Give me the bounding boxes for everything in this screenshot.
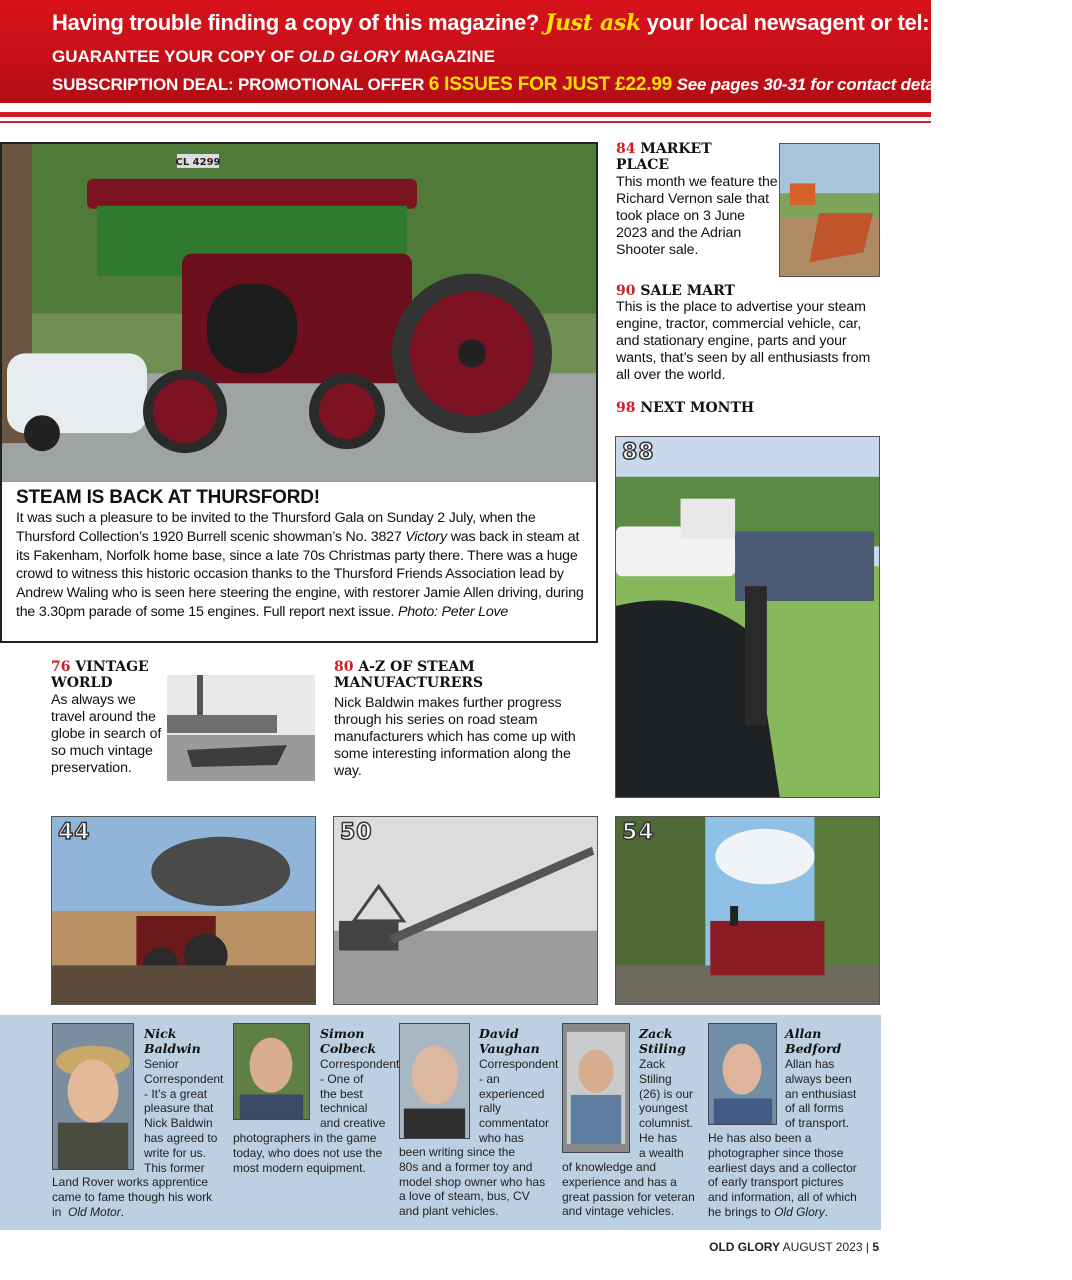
contributor-photo-allan-bedford — [708, 1023, 777, 1125]
feature-body — [16, 509, 586, 622]
bio-line: pleasure that — [144, 1101, 214, 1116]
contributor-name-last: Bedford — [785, 1041, 842, 1056]
feature-photo-showman-engine — [2, 144, 596, 482]
bio-line: came to fame though his work — [52, 1189, 213, 1204]
contributor-name — [639, 1026, 686, 1056]
bio-magazine-name: Old Glory — [774, 1204, 825, 1219]
photo-88-rally — [615, 436, 880, 798]
banner-text: GUARANTEE YOUR COPY OF — [52, 47, 295, 66]
dragline-illustration — [334, 817, 597, 1004]
photo-credit: Photo: Peter Love — [397, 603, 509, 620]
bio-text: . — [120, 1204, 125, 1219]
bio-line: 80s and a former toy and — [399, 1159, 533, 1174]
banner-line-subscription — [52, 74, 953, 96]
bio-line: - an — [479, 1071, 500, 1086]
bio-line: Correspondent — [144, 1071, 224, 1086]
contributor-name-last: Stiling — [639, 1041, 686, 1056]
banner-text: Having trouble finding a copy of this magazine? — [52, 10, 540, 35]
bio-line: Land Rover works apprentice — [52, 1175, 209, 1189]
section-title-text: SALE MART — [640, 283, 735, 299]
bio-line: Zack — [639, 1057, 666, 1071]
contributor-bio-bottom — [52, 1175, 212, 1219]
bio-line: Nick Baldwin — [144, 1116, 213, 1131]
bio-line: a love of steam, bus, CV — [399, 1189, 530, 1204]
bio-line: (26) is our — [639, 1086, 694, 1101]
section-market-place-title — [616, 141, 712, 173]
photo-50-dragline — [333, 816, 598, 1005]
feature-body-text: was back in steam at its Fakenham, Norfolk home base, since a late 70s Christmas party there. There was a huge crowd to witness this historic occasion thanks to the Thursford Friends Association lead by Andrew Waling who is seen here steering the engine, with restorer Jamie Allen driving, during the 3.30pm parade of some 15 engines. Full report next issue. — [16, 528, 584, 620]
traction-engine-illustration — [2, 144, 596, 481]
portrait-illustration — [563, 1024, 629, 1152]
contributor-bio-bottom — [399, 1145, 545, 1219]
contributor-photo-simon-colbeck — [233, 1023, 310, 1120]
contributor-photo-david-vaughan — [399, 1023, 470, 1139]
bio-line: photographers in the game — [233, 1131, 377, 1145]
bio-line: - One of — [320, 1071, 364, 1086]
bio-line: Senior — [144, 1057, 179, 1071]
contributor-name-last: Colbeck — [320, 1041, 376, 1056]
photo-page-number: 50 — [340, 820, 373, 845]
section-title-text: A-Z OF STEAM — [358, 659, 475, 675]
bio-line — [52, 1205, 212, 1220]
contributor-bio-top — [479, 1057, 558, 1146]
bio-line: write for us. — [144, 1145, 207, 1160]
contributor-name-last: Baldwin — [144, 1041, 201, 1056]
vintage-world-photo — [167, 675, 315, 781]
banner-text: MAGAZINE — [404, 47, 496, 66]
bio-line: great passion for veteran — [562, 1189, 695, 1204]
page-number: 76 — [51, 659, 71, 675]
bio-line: This former — [144, 1160, 205, 1175]
contributor-name-first: Simon — [320, 1026, 365, 1041]
bio-line: a wealth — [639, 1145, 684, 1160]
section-sale-mart-body: This is the place to advertise your steam engine, tractor, commercial vehicle, car, and stationary engine, parts and your wants, that’s seen by all enthusiasts from all over the world. — [616, 299, 871, 383]
bio-line: always been — [785, 1071, 852, 1086]
contributor-name — [479, 1026, 540, 1056]
contributor-name-last: Vaughan — [479, 1041, 540, 1056]
banner-just-ask: Just ask — [544, 10, 641, 36]
ploughs-illustration — [780, 144, 879, 276]
feature-body-text: It was such a pleasure to be invited to the Thursford Gala on Sunday 2 July, when the Thursford Collection’s 1920 Burrell scenic showman’s No. 3827 — [16, 510, 536, 545]
number-plate: CL 4299 — [175, 156, 221, 168]
red-rule-thin — [0, 121, 931, 123]
bio-line: Allan has — [785, 1057, 835, 1071]
contributor-name-first: Nick — [144, 1026, 177, 1041]
banner-line-newsagent — [52, 10, 1072, 36]
feature-engine-name: Victory — [405, 528, 447, 545]
bio-text: . — [824, 1204, 829, 1219]
bio-line: the best — [320, 1086, 363, 1101]
portrait-illustration — [234, 1024, 309, 1119]
banner-magazine-name: OLD GLORY — [298, 47, 400, 66]
bio-line: technical — [320, 1101, 368, 1116]
bio-line: has agreed to — [144, 1130, 218, 1145]
contributor-bio-top — [639, 1057, 693, 1161]
banner-see-pages: See pages 30-31 for contact details — [676, 75, 954, 94]
feature-title: STEAM IS BACK AT THURSFORD! — [16, 487, 320, 508]
banner-line-guarantee — [52, 47, 495, 67]
harbour-boat-illustration — [167, 675, 315, 781]
bio-line: earliest days and a collector — [708, 1160, 857, 1175]
bio-line: photographer since those — [708, 1145, 844, 1160]
contributor-bio-top — [320, 1057, 399, 1131]
contributor-name — [320, 1026, 376, 1056]
page-number: 80 — [334, 659, 354, 675]
section-title-text: MARKET — [640, 141, 712, 157]
section-vintage-world-body: As always we travel around the globe in search of so much vintage preservation. — [51, 692, 162, 776]
bio-line: Stiling — [639, 1071, 672, 1086]
bio-line: rally — [479, 1101, 502, 1116]
banner-phone: your local newsagent or tel: 01959 541444 — [646, 10, 1072, 35]
section-az-body: Nick Baldwin makes further progress through his series on road steam manufacturers which has come up with some interesting information along the way. — [334, 695, 576, 779]
contributor-name — [144, 1026, 201, 1056]
contributor-bio-bottom — [562, 1160, 695, 1219]
contributor-bio-top — [785, 1057, 856, 1131]
bio-line: - It’s a great — [144, 1086, 208, 1101]
section-title-text: WORLD — [51, 675, 113, 691]
bio-line: and vintage vehicles. — [562, 1204, 675, 1219]
bio-line: experienced — [479, 1086, 545, 1101]
contributor-name-first: David — [479, 1026, 519, 1041]
bio-line: who has — [479, 1130, 524, 1145]
section-title-text: VINTAGE — [75, 659, 149, 675]
bio-line: He has — [639, 1130, 678, 1145]
footer-magazine-name: OLD GLORY — [709, 1240, 780, 1254]
bio-line: of knowledge and — [562, 1160, 657, 1174]
footer-separator: | — [865, 1240, 869, 1254]
bio-line: been writing since the — [399, 1145, 516, 1159]
contributor-name-first: Zack — [639, 1026, 673, 1041]
bio-line — [708, 1205, 857, 1220]
page-number: 90 — [616, 283, 636, 299]
steam-rally-illustration — [52, 817, 315, 1004]
bio-line: experience and has a — [562, 1174, 677, 1189]
contributor-bio-bottom — [708, 1131, 857, 1220]
bio-line: an enthusiast — [785, 1086, 857, 1101]
feature-box — [0, 142, 598, 643]
bio-text: in — [52, 1204, 62, 1219]
photo-page-number: 88 — [622, 440, 655, 465]
banner-text: SUBSCRIPTION DEAL: PROMOTIONAL OFFER — [52, 75, 425, 94]
portrait-illustration — [400, 1024, 469, 1138]
bio-line: youngest — [639, 1101, 688, 1116]
section-next-month-title — [616, 400, 754, 416]
photo-54-railway — [615, 816, 880, 1005]
photo-44-steam-rally — [51, 816, 316, 1005]
section-az-title — [334, 659, 483, 691]
section-title-text: MANUFACTURERS — [334, 675, 484, 691]
bio-line: of all forms — [785, 1101, 844, 1116]
bio-line: commentator — [479, 1116, 550, 1131]
bio-line: columnist. — [639, 1116, 694, 1131]
bio-line: today, who does not use the — [233, 1145, 383, 1160]
bio-line: and information, all of which — [708, 1190, 857, 1205]
bio-line: of transport. — [785, 1116, 850, 1131]
contributor-bio-bottom — [233, 1131, 382, 1175]
section-market-place-body: This month we feature the Richard Vernon sale that took place on 3 June 2023 and the Adrian Shooter sale. — [616, 174, 778, 258]
page-footer — [709, 1240, 879, 1254]
contributor-photo-zack-stiling — [562, 1023, 630, 1153]
photo-page-number: 54 — [622, 820, 655, 845]
railway-locomotive-illustration — [616, 817, 879, 1004]
section-vintage-world-title — [51, 659, 149, 691]
bio-line: Correspondent — [320, 1057, 400, 1071]
bio-line: of early transport pictures — [708, 1175, 844, 1190]
market-place-photo — [779, 143, 880, 277]
photo-page-number: 44 — [58, 820, 91, 845]
portrait-illustration — [709, 1024, 776, 1124]
bio-text: he brings to — [708, 1204, 771, 1219]
contributor-photo-nick-baldwin — [52, 1023, 134, 1170]
banner-offer: 6 ISSUES FOR JUST £22.99 — [428, 74, 673, 95]
page-number: 98 — [616, 400, 636, 416]
subscription-banner — [0, 0, 1072, 103]
footer-issue-date: AUGUST 2023 — [782, 1240, 863, 1254]
bio-line: Correspondent — [479, 1057, 559, 1071]
contributors-panel — [0, 1015, 881, 1230]
portrait-illustration — [53, 1024, 133, 1169]
bio-line: most modern equipment. — [233, 1160, 366, 1175]
contributor-name-first: Allan — [785, 1026, 822, 1041]
bio-line: and plant vehicles. — [399, 1204, 499, 1219]
contributor-bio-top — [144, 1057, 223, 1175]
bio-line: model shop owner who has — [399, 1174, 546, 1189]
bio-line: He has also been a — [708, 1131, 812, 1145]
bio-line: and creative — [320, 1116, 386, 1131]
bio-magazine-name: Old Motor — [68, 1204, 121, 1219]
section-sale-mart-title — [616, 283, 735, 299]
section-title-text: PLACE — [616, 157, 670, 173]
footer-page-number: 5 — [872, 1240, 879, 1254]
rally-field-illustration — [616, 437, 879, 797]
page-number: 84 — [616, 141, 636, 157]
section-title-text: NEXT MONTH — [640, 400, 755, 416]
red-rule — [0, 112, 931, 117]
contributor-name — [785, 1026, 841, 1056]
